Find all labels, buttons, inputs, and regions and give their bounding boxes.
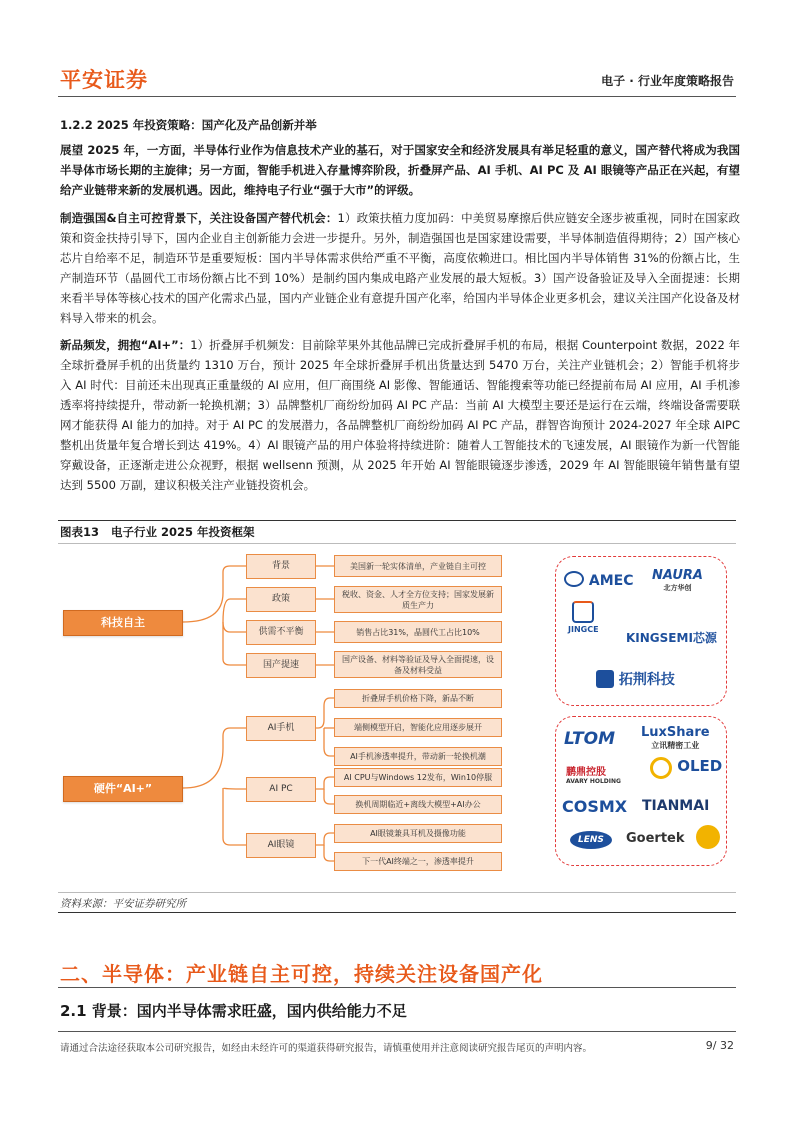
figure-rule-bottom-2 <box>58 912 736 913</box>
tuojing-icon <box>596 670 614 688</box>
logo-text-cn: 立讯精密工业 <box>651 741 700 750</box>
report-type: 电子 · 行业年度策略报告 <box>601 74 734 88</box>
logo-text: 拓荆科技 <box>618 672 675 688</box>
logo-text-en: AVARY HOLDING <box>566 778 621 785</box>
logo-cosmx: COSMX <box>562 797 628 816</box>
paragraph-outlook <box>60 140 740 200</box>
logo-text: OLED <box>677 757 723 775</box>
paragraph-lead: 制造强国&自主可控背景下，关注设备国产替代机会： <box>60 211 338 225</box>
item-box: 折叠屏手机价格下降，新品不断 <box>334 689 502 708</box>
item-box: AI CPU与Windows 12发布，Win10停服 <box>334 768 502 787</box>
logo-luxshare <box>641 725 710 751</box>
logo-text: LuxShare <box>641 725 710 740</box>
paragraph-ai-plus <box>60 335 740 495</box>
logo-panel-ai-hardware <box>555 716 727 866</box>
logo-goertek: Goertek <box>626 831 685 846</box>
category-box: AI眼镜 <box>246 833 316 858</box>
globe-icon <box>564 571 584 587</box>
category-box: AI手机 <box>246 716 316 741</box>
figure-source: 资料来源：平安证券研究所 <box>60 898 186 910</box>
footer-disclaimer: 请通过合法途径获取本公司研究报告，如经由未经许可的渠道获得研究报告，请慎重使用并注意阅读研究报告尾页的声明内容。 <box>60 1043 593 1054</box>
page-number: 9/ 32 <box>705 1039 734 1052</box>
figure-rule-top <box>58 520 736 521</box>
item-box: 美国新一轮实体清单，产业链自主可控 <box>334 555 502 577</box>
item-box: 国产设备、材料等验证及导入全面提速，设备及材料受益 <box>334 651 502 678</box>
logo-text: 鹏鼎控股 <box>566 767 606 778</box>
item-box: AI手机渗透率提升，带动新一轮换机潮 <box>334 747 502 766</box>
item-box: 销售占比31%，晶圆代工占比10% <box>334 621 502 643</box>
logo-kingsemi: KINGSEMI芯源 <box>626 631 717 645</box>
category-box: 政策 <box>246 587 316 612</box>
category-box: AI PC <box>246 777 316 802</box>
logo-avary <box>566 763 621 785</box>
item-box: 换机周期临近+离线大模型+AI办公 <box>334 795 502 814</box>
group-hardware-ai: 硬件“AI+” <box>63 776 183 802</box>
figure-title <box>60 524 255 540</box>
logo-naura <box>652 568 703 593</box>
group-tech-autonomy: 科技自主 <box>63 610 183 636</box>
paragraph-lead: 新品频发，拥抱“AI+”： <box>60 338 191 352</box>
logo-text: JINGCE <box>568 625 599 634</box>
footer-divider <box>58 1031 736 1032</box>
framework-diagram <box>58 548 736 888</box>
item-box: 税收、资金、人才全方位支持；国家发展新质生产力 <box>334 586 502 613</box>
paragraph-body: 1）折叠屏手机频发：目前除苹果外其他品牌已完成折叠屏手机的布局，根据 Counterpoint 数据，2022 年全球折叠屏手机的出货量约 1310 万台，预计 2025 年全球折叠屏手机出货量达到 5470 万台，关注产业链机会；2）智能手机将步入 AI 时代：目前还未出现真正重量级的 AI 应用，但厂商围绕 AI 影像、智能通话、智能搜索等功能已经提前布局 AI 应用，AI 手机渗透率将持续提升，带动新一轮换机潮；3）品牌整机厂商纷纷加码 AI PC 产品：当前 AI 大模型主要还是运行在云端，终端设备需要联网才能获得 AI 能力的加持。对于 AI PC 的发展潜力，各品牌整机厂商纷纷加码 AI PC 产品，群智咨询预计 2024-2027 年全球 AIPC 整机出货量年复合增长到达 419%。4）AI 眼镜产品的用户体验将持续进阶：随着人工智能技术的飞速发展，AI 眼镜作为新一代智能穿戴设备，正逐渐走进公众视野，根据 wellsenn 预测，从 2025 年开始 AI 智能眼镜逐步渗透，2029 年 AI 智能眼镜年销售量有望达到 5500 万副，建议积极关注产业链投资机会。 <box>60 338 740 492</box>
category-box: 供需不平衡 <box>246 620 316 645</box>
logo-tianmai: TIANMAI <box>642 798 710 814</box>
brand-logo: 平安证券 <box>60 68 148 92</box>
figure-rule-bottom <box>58 892 736 893</box>
paragraph-domestic-substitution <box>60 208 740 328</box>
logo-oled <box>650 757 722 779</box>
logo-panel-semiconductor <box>555 556 727 706</box>
item-box: 下一代AI终端之一，渗透率提升 <box>334 852 502 871</box>
logo-text: NAURA <box>652 568 703 583</box>
category-box: 国产提速 <box>246 653 316 678</box>
section-heading: 1.2.2 2025 年投资策略：国产化及产品创新并举 <box>60 118 317 132</box>
oled-ring-icon <box>650 757 672 779</box>
subsection-title: 2.1 背景：国内半导体需求旺盛，国内供给能力不足 <box>60 1002 407 1020</box>
figure-label: 图表13 <box>60 525 100 539</box>
logo-jingce <box>568 601 599 634</box>
figure-rule-mid <box>58 543 736 544</box>
paragraph-outlook-text: 展望 2025 年，一方面，半导体行业作为信息技术产业的基石，对于国家安全和经济发展具有举足轻重的意义，国产替代将成为我国半导体市场长期的主旋律；另一方面，智能手机进入存量博弈阶段，折叠屏产品、AI 手机、AI PC 及 AI 眼镜等产品正在兴起，有望给产业链带来新的发展机遇。因此，维持电子行业“强于大市”的评级。 <box>60 143 740 197</box>
logo-ltom: LTOM <box>564 729 615 749</box>
item-box: 端侧模型开启，智能化应用逐步展开 <box>334 718 502 737</box>
item-box: AI眼镜兼具耳机及摄像功能 <box>334 824 502 843</box>
logo-amec <box>564 571 633 589</box>
figure-title-text: 电子行业 2025 年投资框架 <box>111 525 255 539</box>
goertek-mark-icon <box>696 825 720 849</box>
logo-tuojing <box>596 669 675 689</box>
paragraph-body: 1）政策扶植力度加码：中美贸易摩擦后供应链安全逐步被重视，同时在国家政策和资金扶持引导下，国内企业自主创新能力会进一步提升。另外，制造强国也是国家建设需要，半导体制造值得期待；2）国产核心芯片自给率不足，制造环节是重要短板：国内半导体需求供给严重不平衡，高度依赖进口。相比国内半导体销售 31%的份额占比，生产制造环节（晶圆代工市场份额占比不到 10%）是制约国内集成电路产业发展的最大短板。3）国产设备验证及导入全面提速：长期来看半导体等核心技术的国产化需求凸显，国内产业链企业有意提升国产化率，给国内半导体企业更多机会，建议关注国产化设备及材料导入带来的机会。 <box>60 211 741 325</box>
logo-lens: LENS <box>570 831 612 849</box>
logo-text-cn: 北方华创 <box>663 584 692 592</box>
category-box: 背景 <box>246 554 316 579</box>
chapter-divider <box>58 987 736 988</box>
chapter-title: 二、半导体：产业链自主可控，持续关注设备国产化 <box>60 962 543 986</box>
logo-text: AMEC <box>588 573 634 589</box>
jingce-icon <box>572 601 594 623</box>
header-divider <box>58 96 736 97</box>
